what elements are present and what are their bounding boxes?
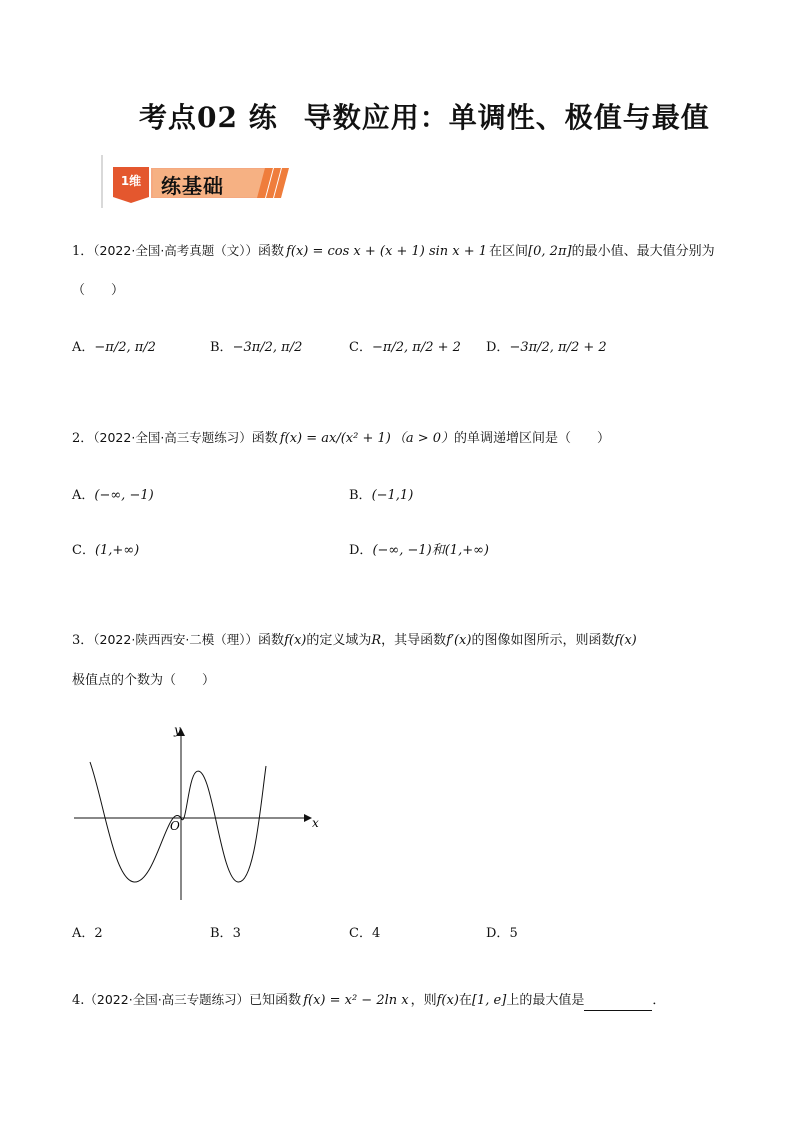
- question-source: （2022·全国·高考真题（文））: [93, 243, 259, 258]
- badge-label: 练基础: [161, 174, 224, 198]
- question-number: 4.: [72, 993, 85, 1008]
- origin-label: O: [170, 819, 180, 833]
- page-title: [139, 96, 710, 136]
- question-3-line2: 极值点的个数为（ ）: [72, 673, 216, 688]
- question-4: [72, 990, 665, 1011]
- question-1: [72, 241, 715, 262]
- question-stem: 在区间: [489, 244, 529, 259]
- question-interval: [0, 2π]: [528, 244, 572, 259]
- option-label: A．: [72, 340, 95, 355]
- option-b[interactable]: [349, 484, 413, 503]
- option-text: (1,+∞): [94, 543, 140, 558]
- question-interval: [1, e]: [471, 993, 507, 1008]
- question-stem: 已知函数: [249, 993, 302, 1008]
- option-text: 5: [509, 926, 518, 941]
- question-source: （2022·陕西西安·二模（理））: [93, 632, 259, 647]
- option-label: D．: [349, 543, 373, 558]
- option-text: −3π/2, π/2 + 2: [509, 340, 607, 355]
- title-part2: 导数应用：单调性、极值与最值: [303, 101, 710, 134]
- question-3: [72, 630, 637, 651]
- x-label: x: [312, 816, 319, 830]
- option-d[interactable]: [486, 336, 607, 355]
- option-text: 2: [94, 926, 103, 941]
- option-a[interactable]: [72, 922, 103, 941]
- section-divider: [101, 155, 103, 208]
- option-label: B．: [349, 488, 372, 503]
- question-stem: 的最小值、最大值分别为: [571, 244, 715, 259]
- question-condition: （a > 0）: [392, 431, 455, 446]
- derivative-graph: [70, 722, 330, 904]
- question-stem: 函数: [258, 244, 285, 259]
- question-2: [72, 428, 610, 449]
- question-formula: f(x) = cos x + (x + 1) sin x + 1: [286, 244, 488, 259]
- question-source: （2022·全国·高三专题练习）: [93, 430, 252, 445]
- question-formula: f(x): [284, 633, 307, 648]
- question-stem: 函数: [251, 431, 278, 446]
- option-a[interactable]: [72, 484, 154, 503]
- question-end: ．: [652, 993, 666, 1008]
- question-number: 3．: [72, 633, 94, 648]
- question-stem: 的定义域为: [306, 633, 372, 648]
- y-label: y: [174, 723, 181, 737]
- option-c[interactable]: [72, 539, 139, 558]
- question-number: 2．: [72, 431, 94, 446]
- option-text: 3: [232, 926, 241, 941]
- question-formula: f′(x): [446, 633, 472, 648]
- option-label: C．: [349, 926, 372, 941]
- question-formula: f(x): [614, 633, 637, 648]
- option-d[interactable]: [486, 922, 518, 941]
- option-text: (−∞, −1)和(1,+∞): [372, 543, 489, 558]
- answer-paren: （ ）: [72, 283, 125, 298]
- option-label: B．: [210, 340, 233, 355]
- option-text: (−∞, −1): [94, 488, 154, 503]
- question-source: （2022·全国·高三专题练习）: [84, 992, 250, 1007]
- option-a[interactable]: [72, 336, 156, 355]
- option-text: 4: [371, 926, 381, 941]
- answer-blank-input[interactable]: [584, 996, 652, 1011]
- question-stem: 的单调递增区间是（ ）: [454, 431, 611, 446]
- option-label: A．: [72, 488, 95, 503]
- option-b[interactable]: [210, 922, 241, 941]
- question-number: 1．: [72, 244, 94, 259]
- option-text: (−1,1): [371, 488, 414, 503]
- badge-number: 1维: [120, 174, 142, 188]
- option-text: −3π/2, π/2: [232, 340, 303, 355]
- question-stem: ，其导函数: [381, 633, 447, 648]
- option-label: C．: [349, 340, 372, 355]
- option-d[interactable]: [349, 539, 489, 558]
- question-formula: f(x): [436, 993, 459, 1008]
- section-badge: [113, 163, 298, 203]
- question-stem: 函数: [258, 633, 285, 648]
- option-label: B．: [210, 926, 233, 941]
- option-label: D．: [486, 340, 510, 355]
- option-text: −π/2, π/2: [94, 340, 156, 355]
- question-domain: R: [371, 633, 382, 648]
- option-label: A．: [72, 926, 95, 941]
- question-stem: 的图像如图所示，则函数: [471, 633, 615, 648]
- question-stem: 上的最大值是: [506, 993, 585, 1008]
- option-text: −π/2, π/2 + 2: [371, 340, 461, 355]
- title-part1: 考点02 练: [139, 101, 278, 134]
- question-stem: 在: [458, 993, 472, 1008]
- x-axis-arrow-icon: [304, 814, 312, 822]
- option-label: D．: [486, 926, 510, 941]
- question-stem: ，则: [410, 993, 437, 1008]
- option-c[interactable]: [349, 336, 461, 355]
- option-b[interactable]: [210, 336, 302, 355]
- question-formula: f(x) = x² − 2ln x: [303, 993, 409, 1008]
- option-c[interactable]: [349, 922, 380, 941]
- option-label: C．: [72, 543, 95, 558]
- question-formula: f(x) = ax/(x² + 1): [279, 431, 391, 446]
